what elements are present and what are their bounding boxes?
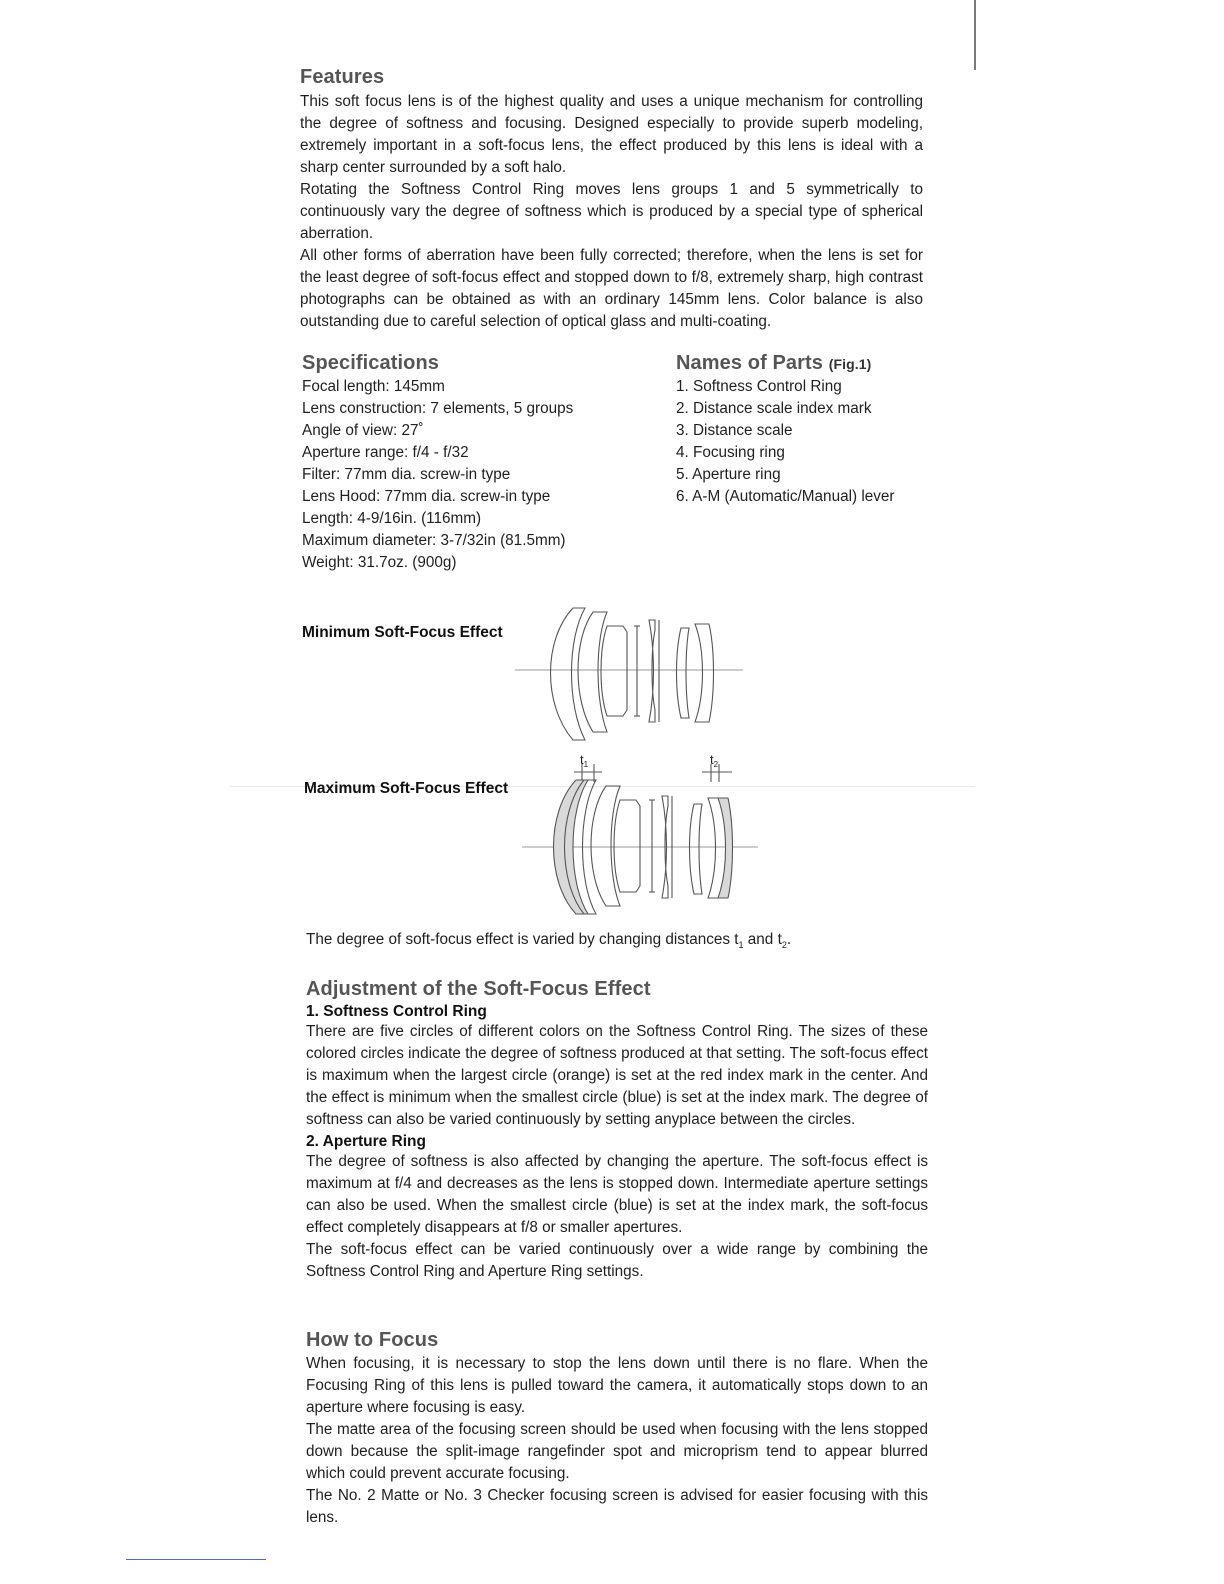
lens-group-3	[614, 800, 655, 892]
spec-item: Lens Hood: 77mm dia. screw-in type	[302, 488, 551, 505]
lens-group-2	[578, 612, 607, 732]
figure-reference: (Fig.1)	[828, 356, 872, 372]
names-of-parts-title: Names of Parts	[676, 352, 824, 374]
focus-paragraph: When focusing, it is necessary to stop the lens down until there is no flare. When the Focusing Ring of this lens is pulled toward the camera, it automatically stops down to an aperture where focusing is easy.	[306, 1355, 928, 1416]
lens-group-5	[677, 624, 714, 722]
maximum-soft-focus-label: Maximum Soft-Focus Effect	[304, 780, 509, 797]
adjustment-section	[306, 978, 928, 1283]
minimum-soft-focus-lens-diagram	[515, 600, 745, 750]
t1-dimension	[574, 752, 602, 782]
features-paragraph: Rotating the Softness Control Ring moves lens groups 1 and 5 symmetrically to continuously vary the degree of softness which is produced by a special type of spherical aberration.	[300, 181, 923, 242]
softness-control-ring-subheading: 1. Softness Control Ring	[306, 1003, 487, 1020]
features-paragraph: This soft focus lens is of the highest quality and uses a unique mechanism for controlling the degree of softness and focusing. Designed especially to provide superb modeling, extremely important in a soft-focus lens, the effect produced by this lens is ideal with a sharp center surrounded by a soft halo.	[300, 93, 923, 176]
features-section	[300, 66, 923, 333]
part-item: 5. Aperture ring	[676, 466, 781, 483]
lens-group-5-shifted	[690, 798, 733, 898]
spec-item: Length: 4-9/16in. (116mm)	[302, 510, 482, 527]
lens-group-2	[591, 786, 620, 906]
spec-item: Aperture range: f/4 - f/32	[302, 444, 469, 461]
lens-group-1	[551, 608, 586, 740]
adjustment-paragraph: There are five circles of different colors on the Softness Control Ring. The sizes of these colored circles indicate the degree of softness produced at that setting. The soft-focus effect is maximum when the largest circle (orange) is set at the red index mark in the center. And the effect is minimum when the smallest circle (blue) is set at the index mark. The degree of softness can also be varied continuously by setting anyplace between the circles.	[306, 1023, 928, 1128]
spec-item: Filter: 77mm dia. screw-in type	[302, 466, 511, 483]
how-to-focus-section	[306, 1329, 928, 1529]
spec-item: Lens construction: 7 elements, 5 groups	[302, 400, 574, 417]
focus-paragraph: The matte area of the focusing screen should be used when focusing with the lens stopped down because the split-image rangefinder spot and microprism tend to appear blurred which could prevent accurate focusing.	[306, 1421, 928, 1482]
how-to-focus-heading: How to Focus	[306, 1329, 439, 1351]
spec-item: Maximum diameter: 3-7/32in (81.5mm)	[302, 532, 566, 549]
t2-label: $t_2$	[710, 752, 719, 769]
spec-item: Angle of view: 27˚	[302, 422, 424, 439]
part-item: 3. Distance scale	[676, 422, 793, 439]
lens-group-4	[649, 620, 659, 722]
adjustment-heading: Adjustment of the Soft-Focus Effect	[306, 978, 651, 1000]
maximum-soft-focus-lens-diagram	[522, 752, 762, 922]
adjustment-paragraph: The soft-focus effect can be varied continuously over a wide range by combining the Softness Control Ring and Aperture Ring settings.	[306, 1241, 928, 1280]
diagram-caption: The degree of soft-focus effect is varied by changing distances $t_1$ and $t_2$.	[306, 931, 792, 951]
t1-label: $t_1$	[580, 752, 589, 769]
minimum-soft-focus-label: Minimum Soft-Focus Effect	[302, 624, 503, 641]
part-item: 4. Focusing ring	[676, 444, 785, 461]
focus-paragraph: The No. 2 Matte or No. 3 Checker focusing screen is advised for easier focusing with this lens.	[306, 1487, 928, 1526]
specifications-list	[302, 376, 662, 574]
names-of-parts-heading	[676, 352, 936, 375]
page-edge-line	[974, 0, 976, 70]
names-of-parts-section	[676, 352, 936, 508]
part-item: 2. Distance scale index mark	[676, 400, 872, 417]
aperture-ring-subheading: 2. Aperture Ring	[306, 1133, 426, 1150]
t2-dimension	[702, 752, 732, 782]
features-paragraph: All other forms of aberration have been fully corrected; therefore, when the lens is set for the least degree of soft-focus effect and stopped down to f/8, extremely sharp, high contrast photographs can be obtained as with an ordinary 145mm lens. Color balance is also outstanding due to careful selection of optical glass and multi-coating.	[300, 247, 923, 330]
spec-item: Weight: 31.7oz. (900g)	[302, 554, 457, 571]
corner-mark	[126, 1559, 266, 1560]
part-item: 6. A-M (Automatic/Manual) lever	[676, 488, 895, 505]
lens-group-3	[601, 626, 640, 716]
adjustment-paragraph: The degree of softness is also affected by changing the aperture. The soft-focus effect is maximum at f/4 and decreases as the lens is stopped down. Intermediate aperture settings can also be used. When the smallest circle (blue) is set at the index mark, the soft-focus effect completely disappears at f/8 or smaller apertures.	[306, 1153, 928, 1236]
features-heading: Features	[300, 66, 385, 88]
part-item: 1. Softness Control Ring	[676, 378, 842, 395]
spec-item: Focal length: 145mm	[302, 378, 445, 395]
specifications-heading: Specifications	[302, 352, 439, 374]
specifications-section	[302, 352, 662, 574]
parts-list	[676, 376, 936, 508]
